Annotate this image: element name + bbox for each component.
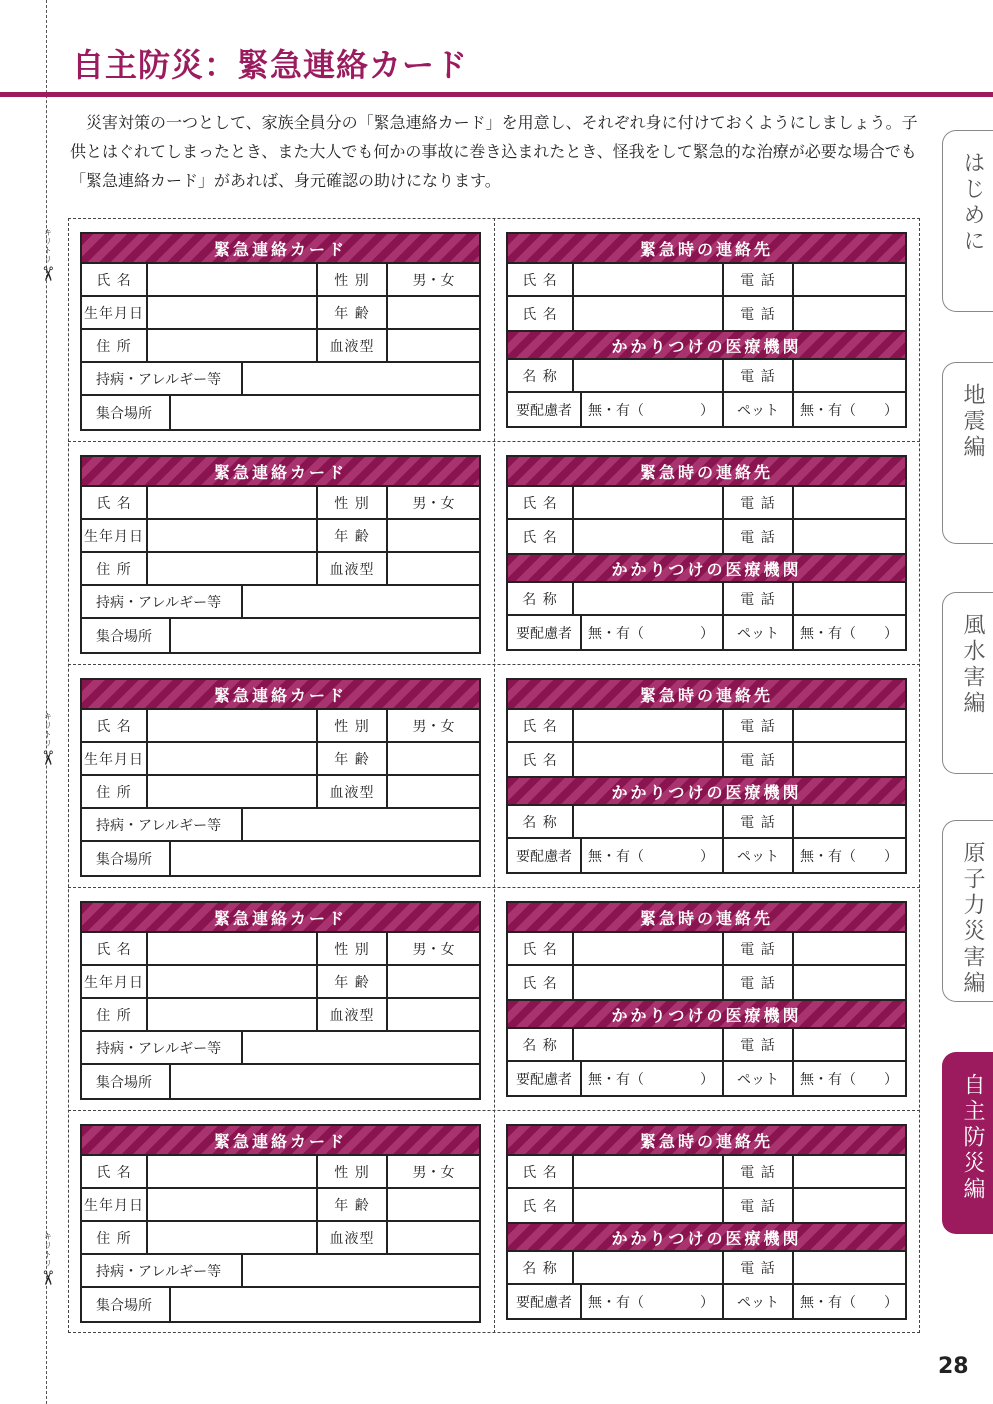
allergy-field[interactable] [243, 363, 479, 394]
contact-phone-field[interactable] [794, 487, 905, 518]
care-needed-label: 要配慮者 [508, 393, 582, 426]
clinic-name-field[interactable] [574, 583, 724, 614]
cut-here-label: キリトリ [43, 1232, 53, 1268]
age-field[interactable] [388, 1189, 479, 1220]
clinic-header: かかりつけの医療機関 [508, 999, 905, 1029]
blood-type-field[interactable] [388, 999, 479, 1030]
meeting-place-field[interactable] [171, 1288, 479, 1321]
name-label: 氏 名 [82, 1156, 148, 1187]
clinic-name-label: 名 称 [508, 806, 574, 837]
cut-mark [34, 1232, 62, 1288]
age-field[interactable] [388, 520, 479, 551]
emergency-card-1 [80, 232, 481, 431]
scissors-icon: ✂ [36, 265, 60, 283]
cut-guide-line [46, 0, 47, 1404]
emergency-card-4 [80, 901, 481, 1100]
contact-name-field[interactable] [574, 966, 724, 999]
contact-phone-label: 電 話 [724, 297, 794, 330]
age-label: 年 齢 [318, 1189, 388, 1220]
contact-name-label: 氏 名 [508, 1189, 574, 1222]
card-cut-divider [68, 1110, 920, 1111]
care-needed-options[interactable]: 無・有（ ） [582, 839, 724, 872]
scissors-icon: ✂ [36, 1269, 60, 1287]
contact-name-label: 氏 名 [508, 297, 574, 330]
contact-name-field[interactable] [574, 743, 724, 776]
meeting-place-field[interactable] [171, 619, 479, 652]
address-label: 住 所 [82, 553, 148, 584]
clinic-header: かかりつけの医療機関 [508, 553, 905, 583]
side-tab-2[interactable] [942, 362, 993, 544]
pet-label: ペット [724, 839, 794, 872]
scissors-icon: ✂ [36, 749, 60, 767]
cut-mark [34, 228, 62, 284]
sex-label: 性 別 [318, 487, 388, 518]
name-field[interactable] [148, 264, 318, 295]
page-title: 自主防災：緊急連絡カード [72, 46, 469, 84]
contact-name-field[interactable] [574, 520, 724, 553]
clinic-name-label: 名 称 [508, 360, 574, 391]
emergency-card-2 [80, 455, 481, 654]
clinic-name-field[interactable] [574, 360, 724, 391]
contact-card-1 [506, 232, 907, 428]
blood-type-field[interactable] [388, 330, 479, 361]
care-needed-label: 要配慮者 [508, 839, 582, 872]
intro-paragraph: 災害対策の一つとして、家族全員分の「緊急連絡カード」を用意し、それぞれ身に付けておくようにしましょう。子供とはぐれてしまったとき、また大人でも何かの事故に巻き込まれたとき、怪我をして緊急的な治療が必要な場合でも「緊急連絡カード」があれば、身元確認の助けになります。 [70, 113, 918, 190]
side-tab-3[interactable] [942, 592, 993, 774]
side-tab-label: はじめに [960, 151, 985, 255]
age-field[interactable] [388, 966, 479, 997]
care-needed-options[interactable]: 無・有（ ） [582, 1062, 724, 1095]
clinic-name-field[interactable] [574, 1029, 724, 1060]
contact-phone-field[interactable] [794, 1189, 905, 1222]
card-header: 緊急連絡カード [82, 680, 479, 710]
allergy-field[interactable] [243, 1255, 479, 1286]
clinic-phone-label: 電 話 [724, 583, 794, 614]
care-needed-options[interactable]: 無・有（ ） [582, 616, 724, 649]
contact-name-field[interactable] [574, 297, 724, 330]
care-needed-options[interactable]: 無・有（ ） [582, 1285, 724, 1318]
contact-header: 緊急時の連絡先 [508, 234, 905, 264]
clinic-phone-label: 電 話 [724, 1029, 794, 1060]
address-label: 住 所 [82, 330, 148, 361]
contact-header: 緊急時の連絡先 [508, 903, 905, 933]
page-number: 28 [938, 1354, 969, 1379]
contact-phone-field[interactable] [794, 297, 905, 330]
blood-type-label: 血液型 [318, 330, 388, 361]
contact-phone-label: 電 話 [724, 933, 794, 964]
address-field[interactable] [148, 553, 318, 584]
contact-name-field[interactable] [574, 933, 724, 964]
pet-label: ペット [724, 1285, 794, 1318]
cut-here-label: キリトリ [43, 228, 53, 264]
pet-label: ペット [724, 393, 794, 426]
address-field[interactable] [148, 776, 318, 807]
clinic-header: かかりつけの医療機関 [508, 776, 905, 806]
meeting-place-field[interactable] [171, 396, 479, 429]
meeting-place-label: 集合場所 [82, 842, 171, 875]
pet-options[interactable]: 無・有（ ） [800, 1071, 898, 1088]
clinic-name-label: 名 称 [508, 1252, 574, 1283]
clinic-phone-field[interactable] [794, 1252, 905, 1283]
contact-card-3 [506, 678, 907, 874]
birthdate-label: 生年月日 [82, 520, 148, 551]
care-needed-label: 要配慮者 [508, 1062, 582, 1095]
card-header: 緊急連絡カード [82, 1126, 479, 1156]
contact-name-field[interactable] [574, 1156, 724, 1187]
pet-label: ペット [724, 1062, 794, 1095]
birthdate-label: 生年月日 [82, 743, 148, 774]
clinic-phone-label: 電 話 [724, 1252, 794, 1283]
contact-phone-label: 電 話 [724, 487, 794, 518]
meeting-place-label: 集合場所 [82, 396, 171, 429]
address-label: 住 所 [82, 776, 148, 807]
meeting-place-label: 集合場所 [82, 1288, 171, 1321]
pet-label: ペット [724, 616, 794, 649]
age-label: 年 齢 [318, 743, 388, 774]
clinic-phone-label: 電 話 [724, 806, 794, 837]
allergy-label: 持病・アレルギー等 [82, 1032, 243, 1063]
blood-type-field[interactable] [388, 1222, 479, 1253]
meeting-place-field[interactable] [171, 1065, 479, 1098]
age-field[interactable] [388, 297, 479, 328]
contact-card-5 [506, 1124, 907, 1320]
card-cut-divider [68, 441, 920, 442]
contact-card-4 [506, 901, 907, 1097]
contact-name-label: 氏 名 [508, 520, 574, 553]
contact-phone-label: 電 話 [724, 1156, 794, 1187]
allergy-field[interactable] [243, 1032, 479, 1063]
address-label: 住 所 [82, 999, 148, 1030]
birthdate-field[interactable] [148, 743, 318, 774]
name-field[interactable] [148, 1156, 318, 1187]
sex-options[interactable]: 男・女 [412, 1164, 455, 1181]
address-field[interactable] [148, 330, 318, 361]
blood-type-label: 血液型 [318, 553, 388, 584]
sex-options[interactable]: 男・女 [412, 495, 455, 512]
contact-name-field[interactable] [574, 710, 724, 741]
name-field[interactable] [148, 933, 318, 964]
contact-phone-label: 電 話 [724, 710, 794, 741]
birthdate-label: 生年月日 [82, 297, 148, 328]
side-tab-1[interactable] [942, 130, 993, 312]
meeting-place-field[interactable] [171, 842, 479, 875]
pet-options[interactable]: 無・有（ ） [800, 625, 898, 642]
contact-phone-label: 電 話 [724, 520, 794, 553]
birthdate-label: 生年月日 [82, 966, 148, 997]
contact-name-label: 氏 名 [508, 933, 574, 964]
clinic-name-field[interactable] [574, 1252, 724, 1283]
sex-options[interactable]: 男・女 [412, 718, 455, 735]
contact-phone-field[interactable] [794, 520, 905, 553]
contact-name-field[interactable] [574, 264, 724, 295]
address-field[interactable] [148, 999, 318, 1030]
name-label: 氏 名 [82, 487, 148, 518]
name-label: 氏 名 [82, 710, 148, 741]
sex-label: 性 別 [318, 710, 388, 741]
contact-header: 緊急時の連絡先 [508, 457, 905, 487]
birthdate-field[interactable] [148, 297, 318, 328]
clinic-header: かかりつけの医療機関 [508, 1222, 905, 1252]
address-label: 住 所 [82, 1222, 148, 1253]
contact-phone-field[interactable] [794, 710, 905, 741]
care-needed-options[interactable]: 無・有（ ） [582, 393, 724, 426]
pet-options[interactable]: 無・有（ ） [800, 402, 898, 419]
cut-mark [34, 712, 62, 768]
side-tab-label: 風水害編 [960, 613, 985, 717]
clinic-name-field[interactable] [574, 806, 724, 837]
contact-name-field[interactable] [574, 487, 724, 518]
sex-options[interactable]: 男・女 [412, 272, 455, 289]
contact-header: 緊急時の連絡先 [508, 1126, 905, 1156]
address-field[interactable] [148, 1222, 318, 1253]
age-label: 年 齢 [318, 520, 388, 551]
side-tab-label: 原子力災害編 [960, 841, 985, 997]
allergy-field[interactable] [243, 809, 479, 840]
clinic-header: かかりつけの医療機関 [508, 330, 905, 360]
side-tab-5[interactable] [942, 1052, 993, 1234]
birthdate-label: 生年月日 [82, 1189, 148, 1220]
title-rule [0, 92, 993, 97]
contact-phone-field[interactable] [794, 966, 905, 999]
clinic-name-label: 名 称 [508, 583, 574, 614]
name-label: 氏 名 [82, 933, 148, 964]
emergency-card-5 [80, 1124, 481, 1323]
blood-type-label: 血液型 [318, 1222, 388, 1253]
contact-phone-field[interactable] [794, 264, 905, 295]
care-needed-label: 要配慮者 [508, 1285, 582, 1318]
pet-options[interactable]: 無・有（ ） [800, 1294, 898, 1311]
clinic-phone-field[interactable] [794, 806, 905, 837]
contact-name-label: 氏 名 [508, 487, 574, 518]
blood-type-field[interactable] [388, 776, 479, 807]
sex-options[interactable]: 男・女 [412, 941, 455, 958]
clinic-phone-field[interactable] [794, 583, 905, 614]
name-label: 氏 名 [82, 264, 148, 295]
sex-label: 性 別 [318, 933, 388, 964]
blood-type-label: 血液型 [318, 999, 388, 1030]
sex-label: 性 別 [318, 264, 388, 295]
meeting-place-label: 集合場所 [82, 619, 171, 652]
contact-phone-label: 電 話 [724, 264, 794, 295]
blood-type-field[interactable] [388, 553, 479, 584]
contact-name-label: 氏 名 [508, 1156, 574, 1187]
name-field[interactable] [148, 487, 318, 518]
contact-phone-field[interactable] [794, 743, 905, 776]
clinic-phone-field[interactable] [794, 1029, 905, 1060]
care-needed-label: 要配慮者 [508, 616, 582, 649]
side-tab-4[interactable] [942, 820, 993, 1002]
allergy-label: 持病・アレルギー等 [82, 1255, 243, 1286]
cut-here-label: キリトリ [43, 712, 53, 748]
age-label: 年 齢 [318, 297, 388, 328]
contact-name-label: 氏 名 [508, 264, 574, 295]
clinic-phone-label: 電 話 [724, 360, 794, 391]
card-header: 緊急連絡カード [82, 234, 479, 264]
contact-phone-field[interactable] [794, 1156, 905, 1187]
allergy-label: 持病・アレルギー等 [82, 586, 243, 617]
contact-phone-label: 電 話 [724, 966, 794, 999]
age-field[interactable] [388, 743, 479, 774]
contact-name-label: 氏 名 [508, 966, 574, 999]
side-tab-label: 自主防災編 [960, 1073, 985, 1203]
birthdate-field[interactable] [148, 1189, 318, 1220]
pet-options[interactable]: 無・有（ ） [800, 848, 898, 865]
contact-header: 緊急時の連絡先 [508, 680, 905, 710]
card-cut-divider [68, 887, 920, 888]
contact-card-2 [506, 455, 907, 651]
card-sheet-vertical-divider [494, 218, 495, 1333]
contact-phone-field[interactable] [794, 933, 905, 964]
allergy-label: 持病・アレルギー等 [82, 809, 243, 840]
contact-phone-label: 電 話 [724, 1189, 794, 1222]
contact-name-field[interactable] [574, 1189, 724, 1222]
name-field[interactable] [148, 710, 318, 741]
meeting-place-label: 集合場所 [82, 1065, 171, 1098]
birthdate-field[interactable] [148, 520, 318, 551]
contact-name-label: 氏 名 [508, 743, 574, 776]
blood-type-label: 血液型 [318, 776, 388, 807]
allergy-label: 持病・アレルギー等 [82, 363, 243, 394]
card-header: 緊急連絡カード [82, 903, 479, 933]
birthdate-field[interactable] [148, 966, 318, 997]
clinic-phone-field[interactable] [794, 360, 905, 391]
sex-label: 性 別 [318, 1156, 388, 1187]
side-tab-label: 地震編 [960, 383, 985, 461]
contact-name-label: 氏 名 [508, 710, 574, 741]
clinic-name-label: 名 称 [508, 1029, 574, 1060]
age-label: 年 齢 [318, 966, 388, 997]
card-cut-divider [68, 664, 920, 665]
card-header: 緊急連絡カード [82, 457, 479, 487]
emergency-card-3 [80, 678, 481, 877]
allergy-field[interactable] [243, 586, 479, 617]
contact-phone-label: 電 話 [724, 743, 794, 776]
